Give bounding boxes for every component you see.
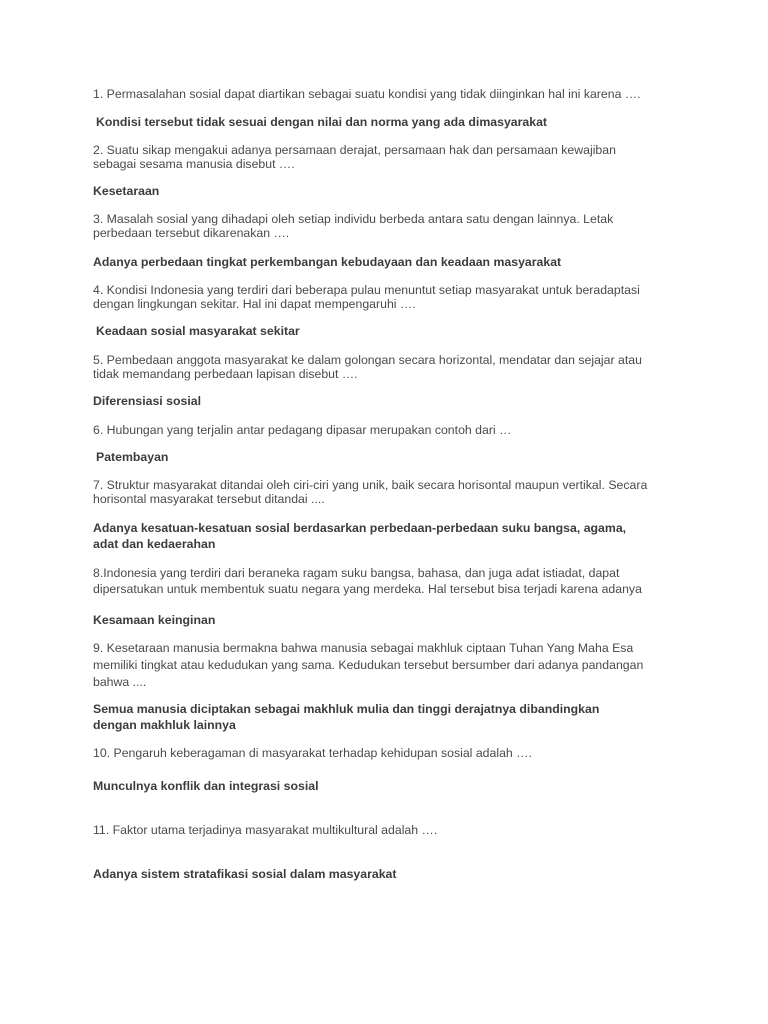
question-3-line-1: 3. Masalah sosial yang dihadapi oleh setiap individu berbeda antara satu dengan lainnya. Letak	[93, 212, 614, 226]
question-2-line-2: sebagai sesama manusia disebut ….	[93, 157, 295, 171]
question-8-line-1: 8.Indonesia yang terdiri dari beraneka ragam suku bangsa, bahasa, dan juga adat istiadat, dapat	[93, 566, 620, 580]
question-7-line-1: 7. Struktur masyarakat ditandai oleh ciri-ciri yang unik, baik secara horisontal maupun vertikal. Secara	[93, 478, 648, 492]
answer-11-line-1: Adanya sistem stratafikasi sosial dalam masyarakat	[93, 867, 397, 881]
answer-7-line-2: adat dan kedaerahan	[93, 537, 216, 551]
answer-3-line-1: Adanya perbedaan tingkat perkembangan kebudayaan dan keadaan masyarakat	[93, 255, 562, 269]
answer-5-line-1: Diferensiasi sosial	[93, 394, 201, 408]
answer-10-line-1: Munculnya konflik dan integrasi sosial	[93, 779, 319, 793]
question-9-line-1: 9. Kesetaraan manusia bermakna bahwa manusia sebagai makhluk ciptaan Tuhan Yang Maha Esa	[93, 641, 634, 655]
answer-1-line-1: Kondisi tersebut tidak sesuai dengan nilai dan norma yang ada dimasyarakat	[96, 115, 548, 129]
question-5-line-1: 5. Pembedaan anggota masyarakat ke dalam golongan secara horizontal, mendatar dan sejajar atau	[93, 353, 642, 367]
question-4-line-1: 4. Kondisi Indonesia yang terdiri dari beberapa pulau menuntut setiap masyarakat untuk beradaptasi	[93, 283, 640, 297]
question-10-line-1: 10. Pengaruh keberagaman di masyarakat terhadap kehidupan sosial adalah ….	[93, 746, 532, 760]
answer-4-line-1: Keadaan sosial masyarakat sekitar	[96, 324, 300, 338]
answer-7-line-1: Adanya kesatuan-kesatuan sosial berdasarkan perbedaan-perbedaan suku bangsa, agama,	[93, 521, 627, 535]
question-11-line-1: 11. Faktor utama terjadinya masyarakat multikultural adalah ….	[93, 823, 438, 837]
question-3-line-2: perbedaan tersebut dikarenakan ….	[93, 226, 290, 240]
answer-2-line-1: Kesetaraan	[93, 184, 160, 198]
question-5-line-2: tidak memandang perbedaan lapisan disebut ….	[93, 367, 358, 381]
question-8-line-2: dipersatukan untuk membentuk suatu negara yang merdeka. Hal tersebut bisa terjadi karena adanya	[93, 582, 642, 596]
question-9-line-3: bahwa ....	[93, 675, 147, 689]
answer-6-line-1: Patembayan	[96, 450, 169, 464]
question-4-line-2: dengan lingkungan sekitar. Hal ini dapat mempengaruhi ….	[93, 297, 416, 311]
answer-8-line-1: Kesamaan keinginan	[93, 613, 216, 627]
question-9-line-2: memiliki tingkat atau kedudukan yang sama. Kedudukan tersebut bersumber dari adanya pandangan	[93, 658, 644, 672]
answer-9-line-1: Semua manusia diciptakan sebagai makhluk mulia dan tinggi derajatnya dibandingkan	[93, 702, 600, 716]
answer-9-line-2: dengan makhluk lainnya	[93, 718, 236, 732]
question-2-line-1: 2. Suatu sikap mengakui adanya persamaan derajat, persamaan hak dan persamaan kewajiban	[93, 143, 616, 157]
question-1-line-1: 1. Permasalahan sosial dapat diartikan sebagai suatu kondisi yang tidak diinginkan hal ini karena ….	[93, 87, 641, 101]
question-6-line-1: 6. Hubungan yang terjalin antar pedagang dipasar merupakan contoh dari …	[93, 423, 512, 437]
question-7-line-2: horisontal masyarakat tersebut ditandai ....	[93, 492, 325, 506]
